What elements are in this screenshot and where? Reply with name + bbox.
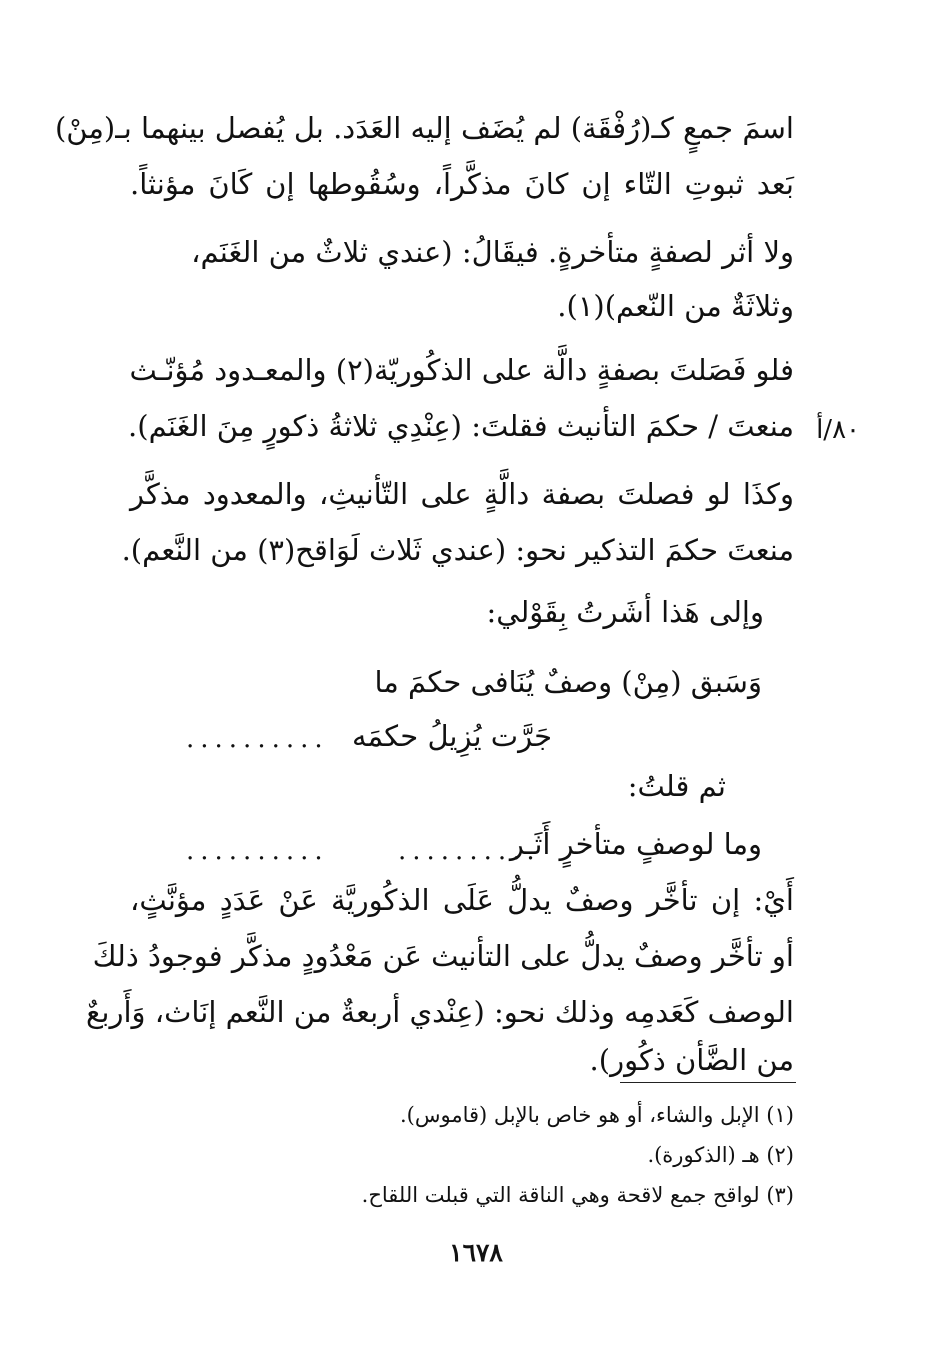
paragraph-line-14: من الضَّأن ذكُور). bbox=[589, 1043, 794, 1077]
margin-folio-note: ٨٠/أ bbox=[816, 415, 860, 445]
footnote-2: (٢) هـ (الذكورة). bbox=[647, 1143, 794, 1167]
paragraph-line-5: فلو فَصَلتَ بصفةٍ دالَّة على الذكُوريّة(٢) والمعـدود مُؤنّـث bbox=[129, 353, 794, 387]
verse-line-3: وما لوصفٍ متأخرٍ أَثَـر bbox=[509, 827, 762, 861]
footnote-1: (١) الإبل والشاء، أو هو خاص بالإبل (قاموس). bbox=[400, 1103, 794, 1127]
paragraph-line-7: وكذَا لو فصلتَ بصفة دالَّةٍ على التّأنيثِ، والمعدود مذكَّر bbox=[130, 477, 794, 511]
paragraph-line-4: وثلاثَةٌ من النّعم)(١). bbox=[557, 289, 794, 323]
paragraph-line-11: أَيْ: إن تأخَّر وصفٌ يدلُّ عَلَى الذكُوريَّة عَنْ عَدَدٍ مؤنَّثٍ، bbox=[130, 883, 794, 917]
verse-line-2: جَرَّت يُزِيلُ حكمَه bbox=[351, 719, 552, 753]
ellipsis-dots-1: .......... bbox=[186, 724, 329, 754]
paragraph-line-3: ولا أثر لصفةٍ متأخرةٍ. فيقَالُ: (عندي ثلاثٌ من الغَنَم، bbox=[191, 235, 794, 269]
paragraph-line-8: منعتَ حكمَ التذكير نحو: (عندي ثَلاث لَوَاقح(٣) من النَّعم). bbox=[121, 533, 794, 567]
paragraph-line-13: الوصف كَعَدمِه وذلك نحو: (عِنْدي أربعةٌ من النَّعم إنَاث، وَأَربعٌ bbox=[85, 995, 794, 1029]
paragraph-line-9: وإلى هَذا أشَرتُ بِقَوْلي: bbox=[486, 595, 764, 629]
page-number: ١٦٧٨ bbox=[449, 1238, 503, 1267]
paragraph-line-1: اسمَ جمعٍ كـ(رُفْقَة) لم يُضَف إليه العَدَد. بل يُفصل بينهما بـ(مِنْ) bbox=[54, 111, 794, 145]
paragraph-line-2: بَعد ثبوتِ التّاء إن كانَ مذكَّراً، وسُقُوطها إن كَانَ مؤنثاً. bbox=[130, 167, 794, 201]
ellipsis-dots-3: .......... bbox=[398, 836, 541, 866]
paragraph-line-6: منعتَ / حكمَ التأنيث فقلتَ: (عِنْدِي ثلاثةُ ذكورٍ مِنَ الغَنَم). bbox=[128, 409, 794, 443]
ellipsis-dots-2: .......... bbox=[186, 836, 329, 866]
footnote-separator bbox=[620, 1082, 796, 1083]
paragraph-line-12: أو تأخَّر وصفٌ يدلُّ على التأنيث عَن مَعْدُودٍ مذكَّر فوجودُ ذلكَ bbox=[92, 939, 794, 973]
verse-line-1: وَسَبق (مِنْ) وصفٌ يُنَافى حكمَ ما bbox=[374, 665, 762, 699]
paragraph-line-10: ثم قلتُ: bbox=[627, 769, 726, 803]
footnote-3: (٣) لواقح جمع لاقحة وهي الناقة التي قبلت اللقاح. bbox=[361, 1183, 794, 1207]
